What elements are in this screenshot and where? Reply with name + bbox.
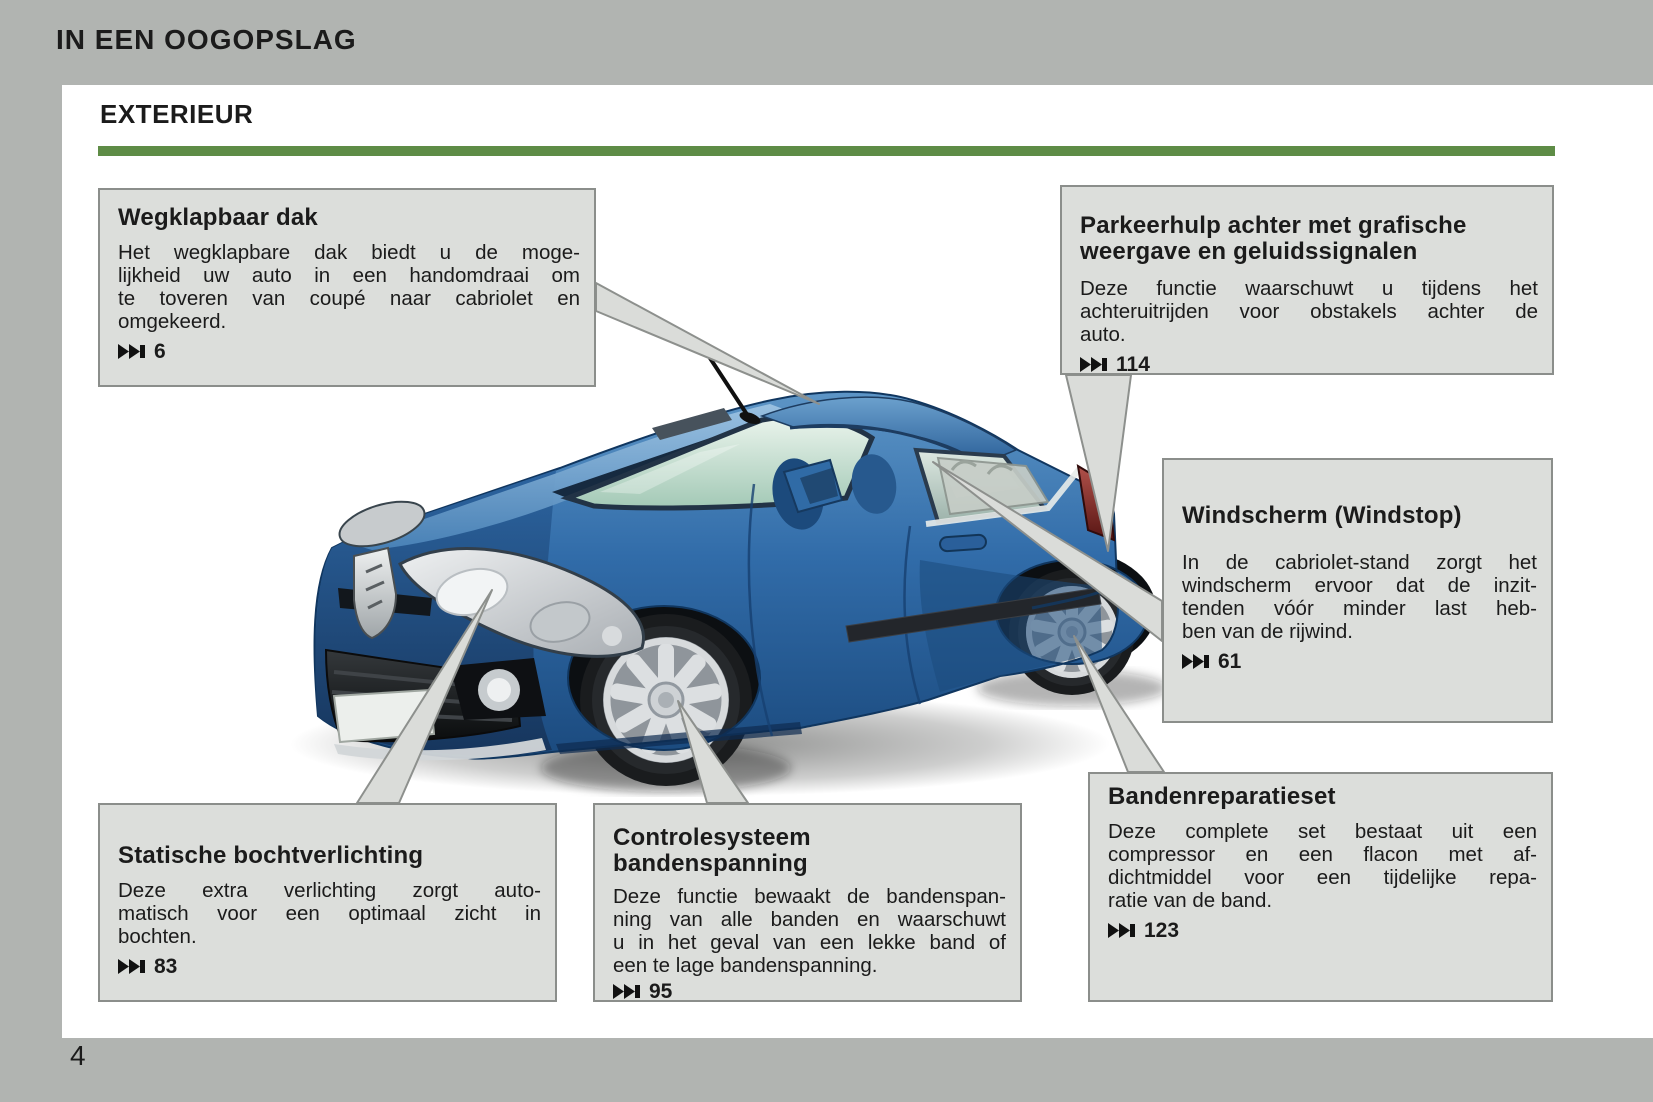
section-title: EXTERIEUR [100,99,254,129]
callout-body-line: dichtmiddel voor een tijdelijke repa- [1108,866,1537,889]
callout-body-line: auto. [1080,323,1126,346]
callout-body-line: bochten. [118,925,197,948]
fast-forward-icon [1182,654,1209,669]
callout-body-line: ning van alle banden en waarschuwt [613,908,1006,931]
callout-body-line: ratie van de band. [1108,889,1273,912]
callout-body-line: Deze extra verlichting zorgt auto- [118,879,541,902]
callout-body-line: Deze functie bewaakt de bandenspan- [613,885,1006,908]
callout-wegklapbaar-dak [98,188,596,387]
callout-body-line: een te lage bandenspanning. [613,954,878,977]
callout-body-line: u in het geval van een lekke band of [613,931,1006,954]
page-reference [1108,920,1537,941]
section-divider [98,146,1555,156]
callout-controlesysteem [593,803,1022,1002]
callout-title: Statische bochtverlichting [118,842,424,869]
fast-forward-icon [118,959,145,974]
callout-body-line: Deze functie waarschuwt u tijdens het [1080,277,1538,300]
callout-body-line: te toveren van coupé naar cabriolet en [118,287,580,310]
callout-body-line: tenden vóór minder last heb- [1182,597,1537,620]
page-reference [118,956,541,977]
callout-title-line: Controlesysteem [613,824,811,851]
callout-title: Wegklapbaar dak [118,204,318,231]
callout-body-line: matisch voor een optimaal zicht in [118,902,541,925]
page-number: 4 [70,1040,86,1071]
callout-title [613,825,1006,877]
callout-windscherm [1162,458,1553,723]
page-reference-number: 6 [154,340,166,363]
page-reference [1080,354,1538,375]
callout-body-line: windscherm ervoor dat de inzit- [1182,574,1537,597]
callout-title-line: bandenspanning [613,850,808,877]
page-reference-number: 114 [1116,353,1150,375]
page-reference [613,981,1006,1002]
callout-body-line: In de cabriolet-stand zorgt het [1182,551,1537,574]
callout-body-line: ben van de rijwind. [1182,620,1353,643]
door-handle [940,534,987,551]
callout-body-line: Het wegklapbare dak biedt u de moge- [118,241,580,264]
page-reference [118,341,580,362]
page-reference-number: 123 [1144,919,1180,942]
callout-body-line: achteruitrijden voor obstakels achter de [1080,300,1538,323]
callout-body-line: compressor en een flacon met af- [1108,843,1537,866]
callout-body-line: Deze complete set bestaat uit een [1108,820,1537,843]
fast-forward-icon [118,344,145,359]
leader-wegklapbaar-dak [596,283,819,404]
callout-parkeerhulp [1060,185,1554,375]
page-reference-number: 95 [649,980,673,1002]
page-reference-number: 61 [1218,650,1242,673]
page-reference-number: 83 [154,955,178,978]
callout-title-line: weergave en geluidssignalen [1080,238,1418,265]
fast-forward-icon [1108,923,1135,938]
fog-light [450,658,546,720]
callout-title: Bandenreparatieset [1108,783,1336,810]
fast-forward-icon [613,984,640,999]
callout-statische-bochtverlichting [98,803,557,1002]
callout-title: Windscherm (Windstop) [1182,502,1462,529]
callout-title-line: Parkeerhulp achter met grafische [1080,212,1467,239]
callout-body-line: omgekeerd. [118,310,227,333]
callout-bandenreparatieset [1088,772,1553,1002]
fast-forward-icon [1080,357,1107,372]
callout-title [1080,213,1538,265]
page-reference [1182,651,1537,672]
page-title: IN EEN OOGOPSLAG [56,24,357,55]
callout-body-line: lijkheid uw auto in een handomdraai om [118,264,580,287]
